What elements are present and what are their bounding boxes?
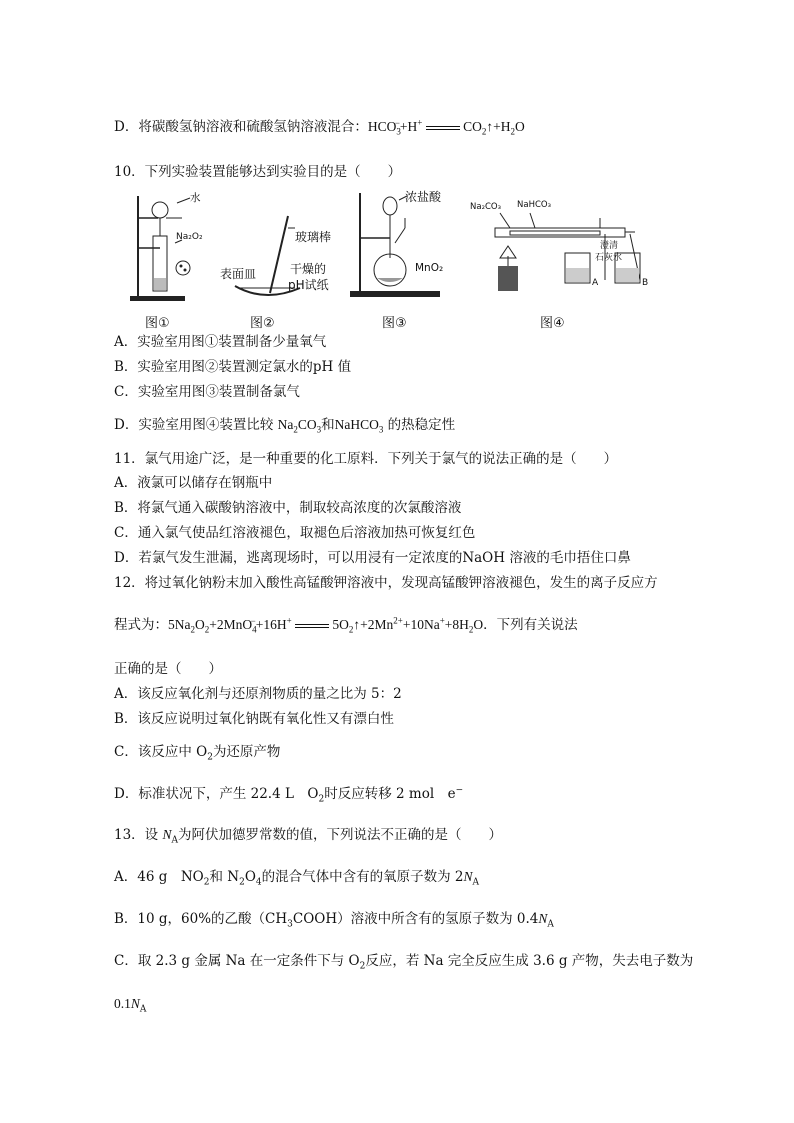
q12-equation: $5Na_2O_2+2MnO_4^-+16H^+$ $5O_2↑+2Mn^{2+}+10Na^++8H_2O$ bbox=[168, 615, 484, 635]
figure-4-caption: 图④ bbox=[540, 316, 565, 331]
figure-1-label-water: 水 bbox=[190, 192, 201, 204]
q10-stem: 10．下列实验装置能够达到实验目的是（ ） bbox=[114, 164, 402, 180]
q13-option-a-mid2: 的混合气体中含有的氧原子数为 2 bbox=[261, 869, 464, 885]
q11-option-a: A．液氯可以储存在钢瓶中 bbox=[114, 475, 273, 491]
formula-na2co3: $Na_2CO_3$ bbox=[277, 417, 322, 435]
q11-option-c: C．通入氯气使品红溶液褪色，取褪色后溶液加热可恢复红色 bbox=[114, 525, 476, 541]
figure-3-apparatus bbox=[345, 188, 455, 308]
q12-option-d-suffix: 时反应转移 2 mol e bbox=[324, 786, 456, 802]
equals-sign bbox=[426, 123, 460, 133]
figure-3-label-mno2: MnO₂ bbox=[415, 262, 444, 274]
figure-2-label-dish: 表面皿 bbox=[220, 267, 257, 281]
q9-option-d bbox=[114, 118, 525, 136]
q13-option-a-mid1: 和 N bbox=[209, 869, 240, 885]
figure-3-label-acid: 浓盐酸 bbox=[405, 190, 442, 204]
q12-option-c: C．该反应中 $O_2$为还原产物 bbox=[114, 744, 281, 763]
figure-1-caption: 图① bbox=[145, 316, 170, 331]
figure-1-apparatus bbox=[120, 188, 210, 308]
q13-option-c-prefix: C．取 2.3 g 金属 Na 在一定条件下与 O bbox=[114, 953, 360, 969]
q11-option-d: D．若氯气发生泄漏，逃离现场时，可以用浸有一定浓度的NaOH 溶液的毛巾捂住口鼻 bbox=[114, 550, 631, 566]
equals-sign bbox=[295, 621, 329, 631]
q12-option-d-prefix: D．标准状况下，产生 22.4 L O bbox=[114, 786, 319, 802]
q12-option-b: B．该反应说明过氧化钠既有氧化性又有漂白性 bbox=[114, 711, 394, 727]
formula-nahco3: NaHCO$_3$ bbox=[334, 417, 384, 435]
q10-option-d-suffix: 的热稳定性 bbox=[383, 417, 456, 433]
figure-2 bbox=[220, 188, 350, 333]
figure-2-label-rod: 玻璃棒 bbox=[295, 230, 332, 244]
q12-option-d: D．标准状况下，产生 22.4 L $O_2$时反应转移 2 mol e− bbox=[114, 785, 464, 805]
q13-option-b-prefix: B．10 g，60%的乙酸（CH bbox=[114, 911, 288, 927]
figure-1-label-reagent: Na₂O₂ bbox=[176, 232, 203, 242]
figure-2-label-dry: 干燥的 bbox=[290, 262, 327, 276]
q9-option-d-text: D．将碳酸氢钠溶液和硫酸氢钠溶液混合： bbox=[114, 119, 368, 135]
figure-2-caption: 图② bbox=[250, 316, 275, 331]
q12-stem-prefix: 程式为： bbox=[114, 617, 168, 633]
q13-option-b-mid: COOH）溶液中所含有的氢原子数为 0.4 bbox=[292, 911, 539, 927]
q13-option-c-suffix: 反应，若 Na 完全反应生成 3.6 g 产物，失去电子数为 bbox=[365, 953, 694, 969]
q10-figures bbox=[120, 188, 680, 333]
figure-3-caption: 图③ bbox=[382, 316, 407, 331]
figure-4-label-b: B bbox=[642, 278, 649, 288]
figure-4-label-nahco3: NaHCO₃ bbox=[517, 200, 551, 210]
q13-option-c-continued: $0.1N_A$ bbox=[114, 996, 147, 1015]
q10-option-c: C．实验室用图③装置制备氯气 bbox=[114, 384, 300, 400]
figure-4-label-clear: 澄清 bbox=[600, 241, 619, 251]
q13-stem-suffix: 为阿伏加德罗常数的值，下列说法不正确的是（ ） bbox=[178, 827, 502, 843]
q12-stem-suffix: ．下列有关说法 bbox=[483, 617, 578, 633]
q13-option-a-prefix: A．46 g NO bbox=[114, 869, 204, 885]
figure-4-label-na2co3: Na₂CO₃ bbox=[470, 202, 502, 212]
q13-option-c: C．取 2.3 g 金属 Na 在一定条件下与 $O_2$反应，若 Na 完全反应生成 3.6 g 产物，失去电子数为 bbox=[114, 953, 694, 972]
figure-4-label-a: A bbox=[592, 278, 599, 288]
q12-stem-line1: 12．将过氧化钠粉末加入酸性高锰酸钾溶液中，发现高锰酸钾溶液褪色，发生的离子反应方 bbox=[114, 575, 658, 591]
q9-option-d-equation: $HCO_3^-+H^+$ $CO_2↑+H_2O$ bbox=[367, 117, 525, 137]
figure-2-apparatus bbox=[220, 188, 350, 308]
q13-stem-prefix: 13．设 bbox=[114, 827, 163, 843]
q11-stem: 11．氯气用途广泛，是一种重要的化工原料．下列关于氯气的说法正确的是（ ） bbox=[114, 451, 618, 467]
q12-stem-line2 bbox=[114, 616, 578, 634]
figure-1 bbox=[120, 188, 210, 333]
q12-option-c-prefix: C．该反应中 O bbox=[114, 744, 208, 760]
q10-option-a: A．实验室用图①装置制备少量氧气 bbox=[114, 334, 327, 350]
q12-option-a: A．该反应氧化剂与还原剂物质的量之比为 5：2 bbox=[114, 686, 402, 702]
q12-option-c-suffix: 为还原产物 bbox=[212, 744, 281, 760]
q10-option-d-and: 和 bbox=[321, 417, 335, 433]
q10-option-d bbox=[114, 416, 455, 434]
figure-4-label-limewater: 石灰水 bbox=[595, 253, 623, 263]
q11-option-b: B．将氯气通入碳酸钠溶液中，制取较高浓度的次氯酸溶液 bbox=[114, 500, 462, 516]
q13-option-c-value: 0.1 bbox=[114, 996, 131, 1011]
q13-stem: 13．设 $N_A$为阿伏加德罗常数的值，下列说法不正确的是（ ） bbox=[114, 827, 502, 846]
figure-3 bbox=[345, 188, 455, 333]
q13-option-a: A．46 g $NO_2$和 $N_2O_4$的混合气体中含有的氧原子数为 $2N_A$ bbox=[114, 869, 480, 888]
q13-option-b: B．10 g，60%的乙酸$(CH_3COOH)$溶液中所含有的氢原子数为 $0.4N_A$ bbox=[114, 911, 554, 930]
q10-option-b: B．实验室用图②装置测定氯水的pH 值 bbox=[114, 359, 352, 375]
q12-stem-line3: 正确的是（ ） bbox=[114, 661, 222, 677]
q10-option-d-prefix: D．实验室用图④装置比较 bbox=[114, 417, 278, 433]
figure-4 bbox=[470, 188, 670, 333]
figure-2-label-paper: pH试纸 bbox=[288, 278, 329, 292]
